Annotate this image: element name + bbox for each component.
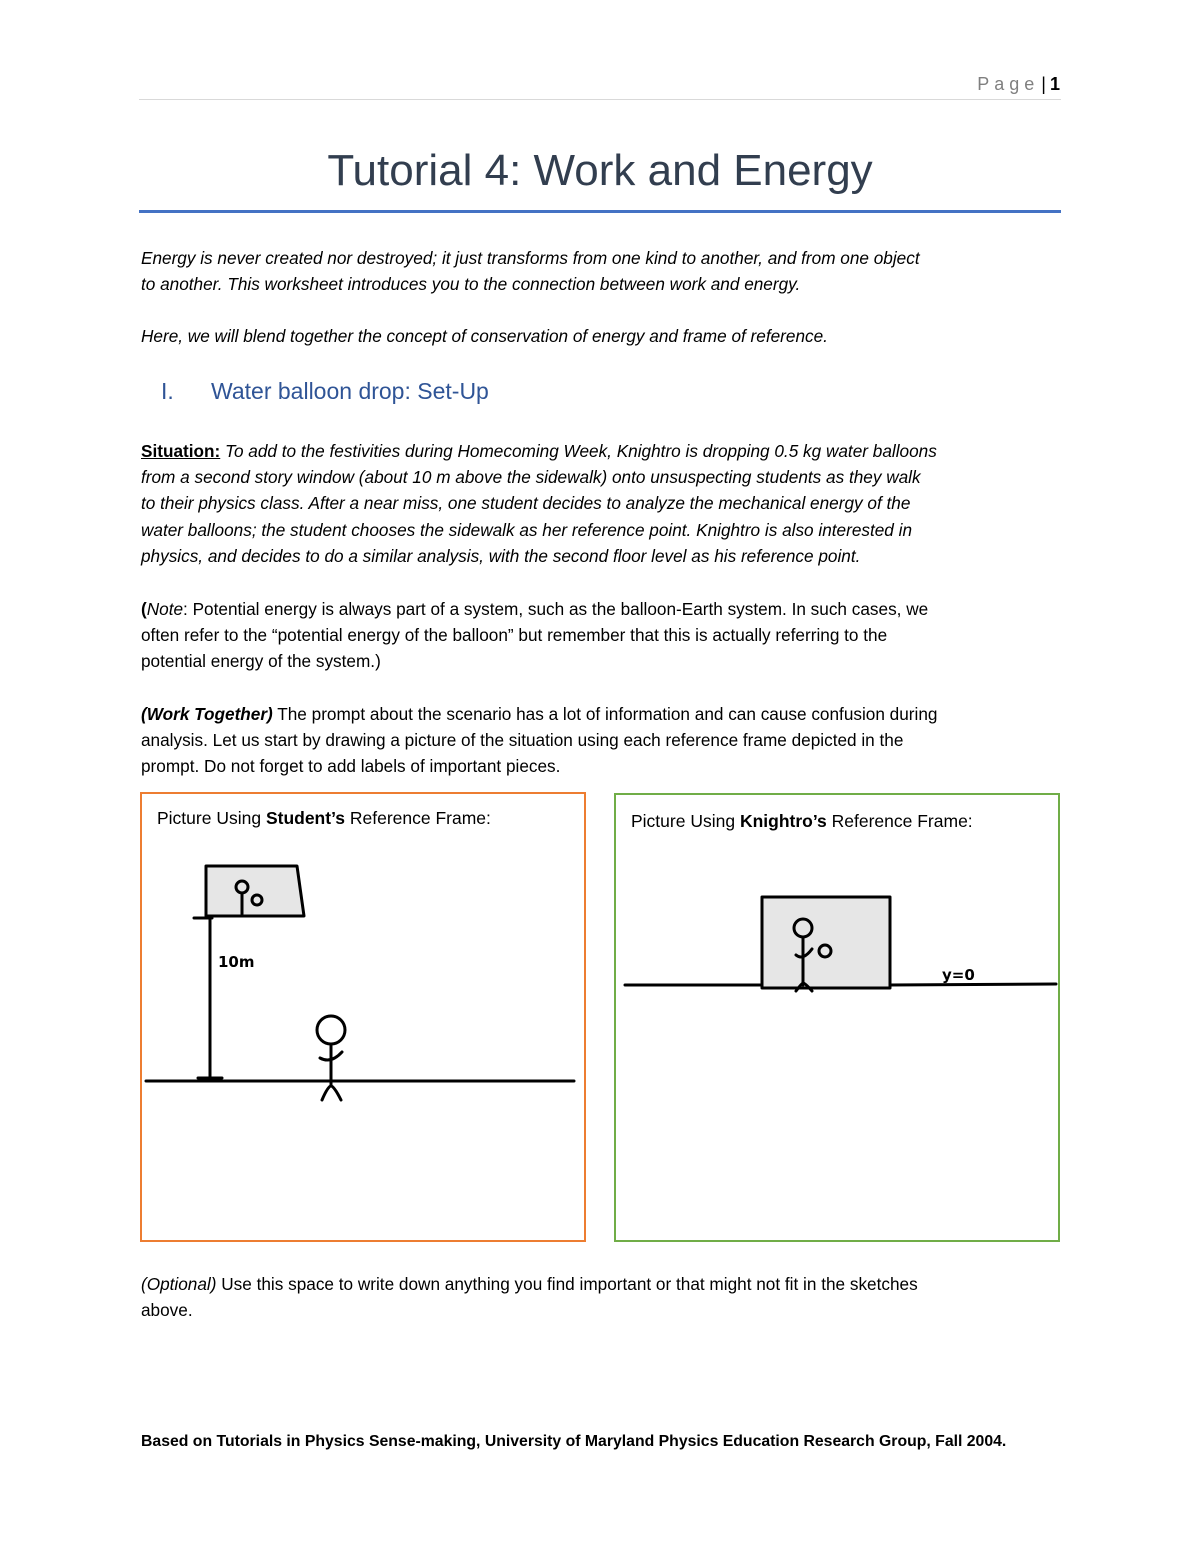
situation-line-1: To add to the festivities during Homecoming Week, Knightro is dropping 0.5 kg water balloons (220, 441, 937, 461)
student-frame-label (147, 806, 501, 830)
work-together-label: (Work Together) (141, 704, 273, 724)
situation-line-2: from a second story window (about 10 m above the sidewalk) onto unsuspecting students as they walk (141, 467, 921, 488)
note-line-1: : Potential energy is always part of a system, such as the balloon-Earth system. In such cases, we (183, 599, 929, 619)
page-word: Page (977, 74, 1040, 94)
knightro-frame-prefix: Picture Using (631, 811, 740, 831)
student-frame-suffix: Reference Frame: (345, 808, 491, 828)
situation-line-4: water balloons; the student chooses the sidewalk as her reference point. Knightro is also interested in (141, 519, 913, 540)
work-together-paragraph (141, 701, 1066, 780)
intro-line-2: to another. This worksheet introduces you to the connection between work and energy. (141, 274, 801, 295)
student-legs (322, 1086, 341, 1100)
situation-line-3: to their physics class. After a near miss, one student decides to analyze the mechanical energy of the (141, 493, 911, 514)
note-line-3: potential energy of the system.) (141, 651, 381, 672)
intro-line-1: Energy is never created nor destroyed; it just transforms from one kind to another, and from one object (141, 248, 920, 268)
page-separator: | (1041, 74, 1046, 94)
window-shape (762, 897, 890, 988)
situation-label: Situation: (141, 441, 221, 461)
optional-line-2: above. (141, 1300, 193, 1321)
knightro-frame-suffix: Reference Frame: (826, 811, 973, 831)
work-together-line-3: prompt. Do not forget to add labels of important pieces. (141, 756, 561, 777)
page-number: 1 (1049, 74, 1060, 94)
work-together-line-2: analysis. Let us start by drawing a picture of the situation using each reference frame depicted in the (141, 730, 904, 751)
page-title: Tutorial 4: Work and Energy (327, 146, 873, 195)
height-label: 10m (218, 953, 255, 971)
section-title: Water balloon drop: Set-Up (211, 378, 489, 404)
title-rule (139, 210, 1061, 213)
note-line-2: often refer to the “potential energy of the balloon” but remember that this is actually referring to the (141, 625, 888, 646)
knightro-frame-bold: Knightro’s (739, 811, 827, 831)
situation-line-5: physics, and decides to do a similar analysis, with the second floor level as his reference point. (141, 545, 861, 566)
footer-citation: Based on Tutorials in Physics Sense-making, University of Maryland Physics Education Research Group, Fall 2004. (141, 1433, 1007, 1450)
student-frame-prefix: Picture Using (157, 808, 266, 828)
knightro-frame-label (621, 809, 983, 833)
work-together-line-1: The prompt about the scenario has a lot of information and can cause confusion during (272, 704, 938, 724)
intro-paragraph (141, 245, 1066, 297)
reference-label: y=0 (942, 966, 975, 984)
window-shape (206, 866, 304, 916)
optional-line-1: Use this space to write down anything you find important or that might not fit in the sketches (216, 1274, 918, 1294)
optional-paragraph (141, 1271, 1066, 1323)
knightro-frame-box[interactable] (614, 793, 1060, 1242)
note-word: Note (146, 599, 184, 619)
note-open-paren: ( (141, 599, 147, 619)
knightro-sketch (616, 795, 1062, 1244)
student-frame-box[interactable] (140, 792, 586, 1242)
situation-paragraph (141, 438, 1066, 569)
note-paragraph (141, 596, 1066, 675)
student-frame-bold: Student’s (265, 808, 346, 828)
intro-paragraph-2: Here, we will blend together the concept of conservation of energy and frame of reference. (141, 326, 828, 346)
student-head (317, 1016, 345, 1044)
section-heading (161, 378, 489, 405)
optional-label: (Optional) (141, 1274, 217, 1294)
floor-line-right (889, 984, 1056, 985)
page-header (977, 74, 1060, 95)
student-sketch (142, 794, 588, 1244)
section-numeral: I. (161, 378, 174, 404)
header-rule (139, 99, 1061, 100)
